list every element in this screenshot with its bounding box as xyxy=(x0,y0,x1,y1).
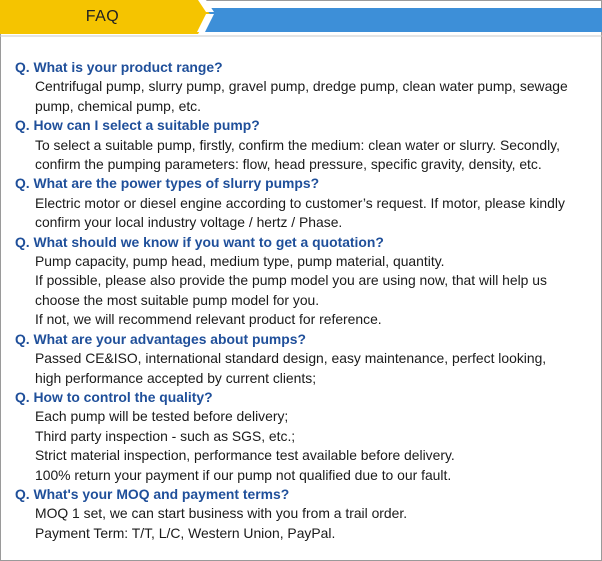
faq-answer-line: high performance accepted by current clients; xyxy=(35,369,317,386)
faq-question: Q. How to control the quality? xyxy=(15,388,213,405)
faq-list xyxy=(15,58,595,543)
faq-question: Q. What should we know if you want to get a quotation? xyxy=(15,233,384,250)
faq-answer-line: 100% return your payment if our pump not qualified due to our fault. xyxy=(35,466,452,483)
faq-answer-line: Passed CE&ISO, international standard design, easy maintenance, perfect looking, xyxy=(35,350,547,367)
faq-title: FAQ xyxy=(85,8,120,25)
faq-answer-line: pump, chemical pump, etc. xyxy=(35,97,201,114)
faq-answer-line: choose the most suitable pump model for you. xyxy=(35,291,320,308)
faq-answer-line: Electric motor or diesel engine according to customer’s request. If motor, please kindly xyxy=(35,194,565,211)
faq-answer-line: Each pump will be tested before delivery; xyxy=(35,408,289,425)
faq-question: Q. How can I select a suitable pump? xyxy=(15,117,260,134)
faq-question: Q. What's your MOQ and payment terms? xyxy=(15,485,290,502)
faq-answer-line: To select a suitable pump, firstly, confirm the medium: clean water or slurry. Secondly, xyxy=(35,136,560,153)
faq-answer-line: Centrifugal pump, slurry pump, gravel pump, dredge pump, clean water pump, sewage xyxy=(35,78,568,95)
faq-item xyxy=(15,58,595,116)
faq-question: Q. What are the power types of slurry pumps? xyxy=(15,175,320,192)
faq-answer-line: Strict material inspection, performance test available before delivery. xyxy=(35,447,455,464)
faq-answer-line: confirm the pumping parameters: flow, head pressure, specific gravity, density, etc. xyxy=(35,156,542,173)
faq-answer-line: Payment Term: T/T, L/C, Western Union, PayPal. xyxy=(35,524,336,541)
faq-answer-line: confirm your local industry voltage / hertz / Phase. xyxy=(35,214,343,231)
faq-answer-line: MOQ 1 set, we can start business with you from a trail order. xyxy=(35,505,408,522)
header-blue-bar xyxy=(205,8,602,32)
faq-item xyxy=(15,233,595,330)
faq-answer-line: Pump capacity, pump head, medium type, pump material, quantity. xyxy=(35,253,445,270)
faq-item xyxy=(15,116,595,174)
faq-item xyxy=(15,330,595,388)
faq-question: Q. What are your advantages about pumps? xyxy=(15,330,306,347)
faq-header xyxy=(0,0,602,38)
faq-question: Q. What is your product range? xyxy=(15,59,223,75)
faq-item xyxy=(15,174,595,232)
faq-answer-line: Third party inspection - such as SGS, etc.; xyxy=(35,427,296,444)
faq-answer-line: If possible, please also provide the pump model you are using now, that will help us xyxy=(35,272,547,289)
faq-answer-line: If not, we will recommend relevant product for reference. xyxy=(35,311,382,328)
faq-item xyxy=(15,388,595,485)
faq-item xyxy=(15,485,595,543)
